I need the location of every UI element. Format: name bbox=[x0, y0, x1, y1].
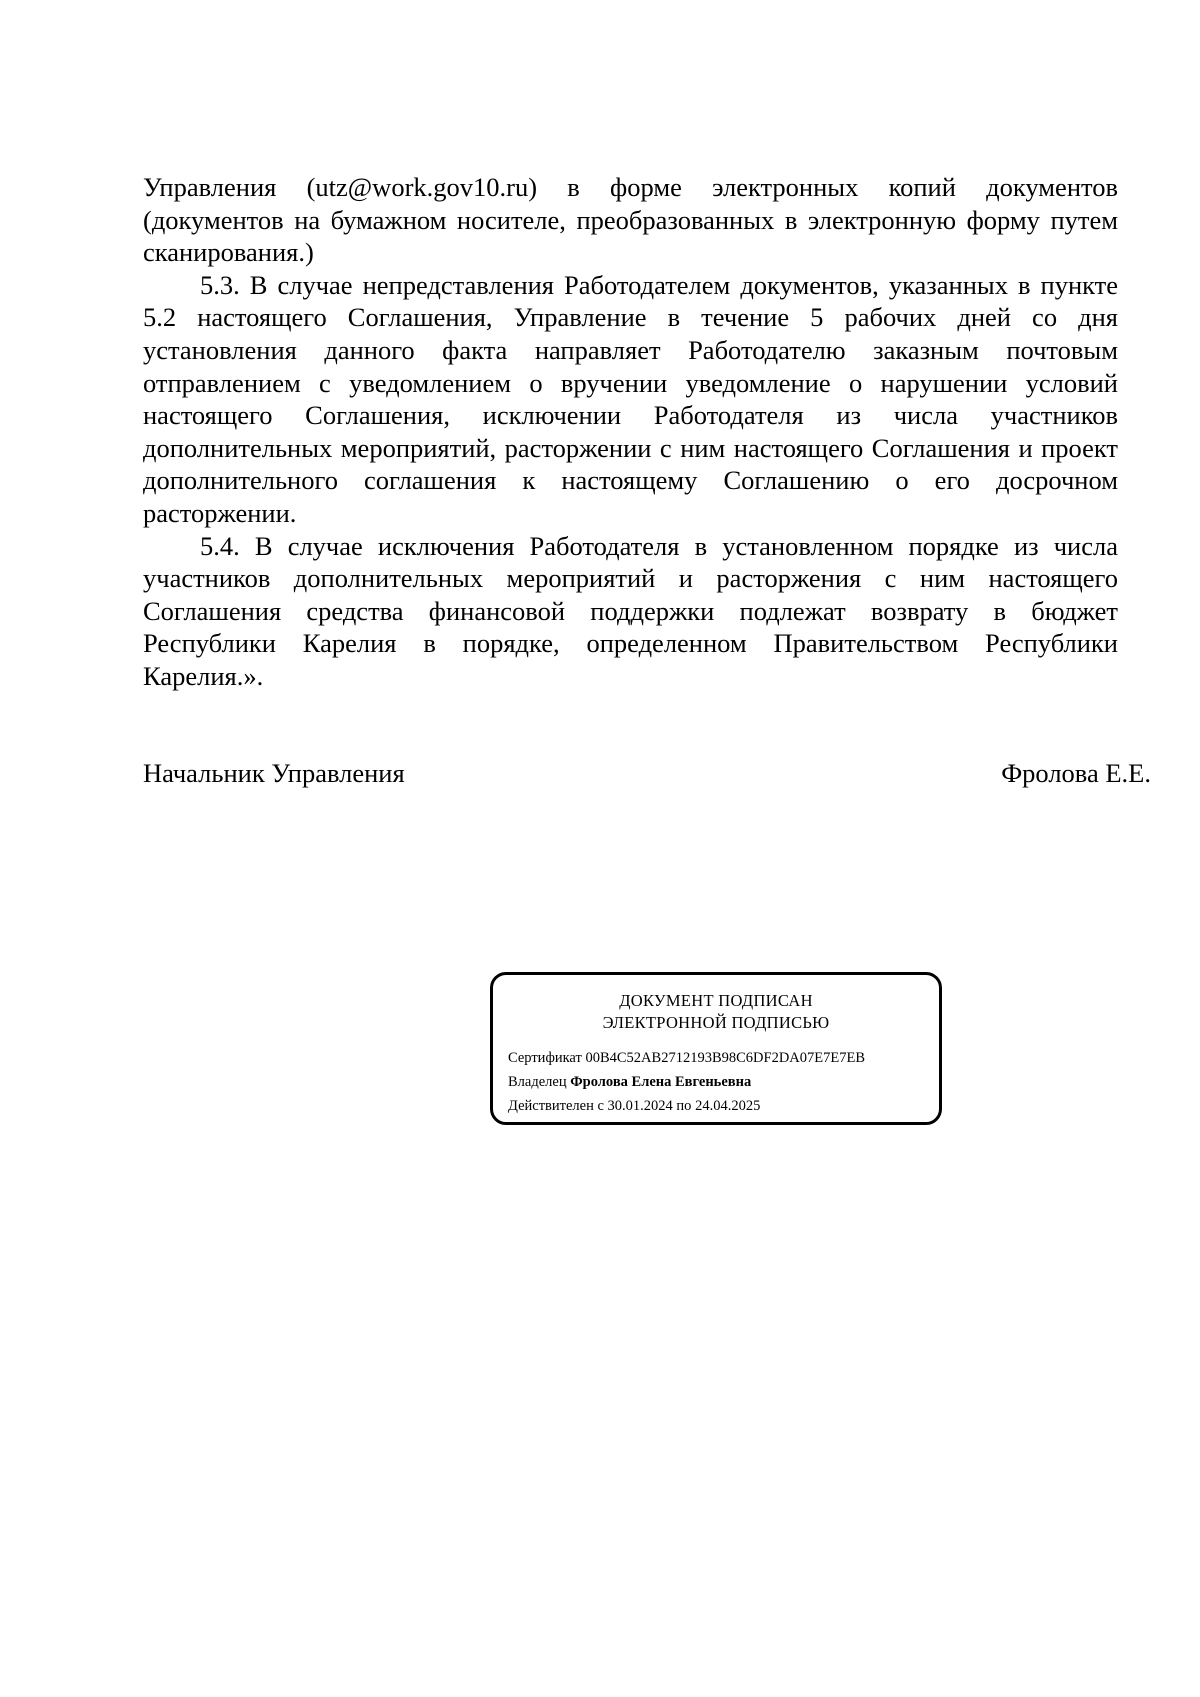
signer-name: Фролова Е.Е. bbox=[1001, 758, 1151, 788]
paragraph-continuation: Управления (utz@work.gov10.ru) в форме электронных копий документов (документов на бумажном носителе, преобразованных в электронную форму путем сканирования.) bbox=[143, 172, 1118, 268]
stamp-title-line-2: ЭЛЕКТРОННОЙ ПОДПИСЬЮ bbox=[602, 1013, 830, 1032]
valid-from: 30.01.2024 bbox=[607, 1098, 673, 1114]
stamp-title bbox=[493, 990, 939, 1034]
electronic-signature-stamp bbox=[490, 972, 942, 1125]
paragraph-5-3: 5.3. В случае непредставления Работодателем документов, указанных в пункте 5.2 настоящего Соглашения, Управление в течение 5 рабочих дней со дня установления данного факта направляет Работодателю заказным почтовым отправлением с уведомлением о вручении уведомление о нарушении условий настоящего Соглашения, исключении Работодателя из числа участников дополнительных мероприятий, расторжении с ним настоящего Соглашения и проект дополнительного соглашения к настоящему Соглашению о его досрочном расторжении. bbox=[143, 269, 1118, 528]
certificate-value: 00B4C52AB2712193B98C6DF2DA07E7E7EB bbox=[585, 1050, 866, 1066]
paragraph-5-4: 5.4. В случае исключения Работодателя в установленном порядке из числа участников дополнительных мероприятий и расторжения с ним настоящего Соглашения средства финансовой поддержки подлежат возврату в бюджет Республики Карелия в порядке, определенном Правительством Республики Карелия.». bbox=[143, 530, 1118, 691]
stamp-validity-line bbox=[508, 1094, 939, 1118]
valid-to-label: по bbox=[676, 1098, 692, 1114]
owner-label: Владелец bbox=[508, 1074, 567, 1090]
signature-row bbox=[143, 757, 1151, 789]
stamp-title-line-1: ДОКУМЕНТ ПОДПИСАН bbox=[619, 991, 813, 1010]
signer-position: Начальник Управления bbox=[143, 758, 405, 788]
stamp-owner-line bbox=[508, 1070, 939, 1094]
stamp-details bbox=[508, 1046, 939, 1118]
valid-label: Действителен с bbox=[508, 1098, 604, 1114]
certificate-label: Сертификат bbox=[508, 1050, 582, 1066]
document-body bbox=[143, 171, 1118, 693]
valid-to: 24.04.2025 bbox=[695, 1098, 761, 1114]
stamp-certificate-line bbox=[508, 1046, 939, 1070]
owner-value: Фролова Елена Евгеньевна bbox=[570, 1074, 752, 1090]
